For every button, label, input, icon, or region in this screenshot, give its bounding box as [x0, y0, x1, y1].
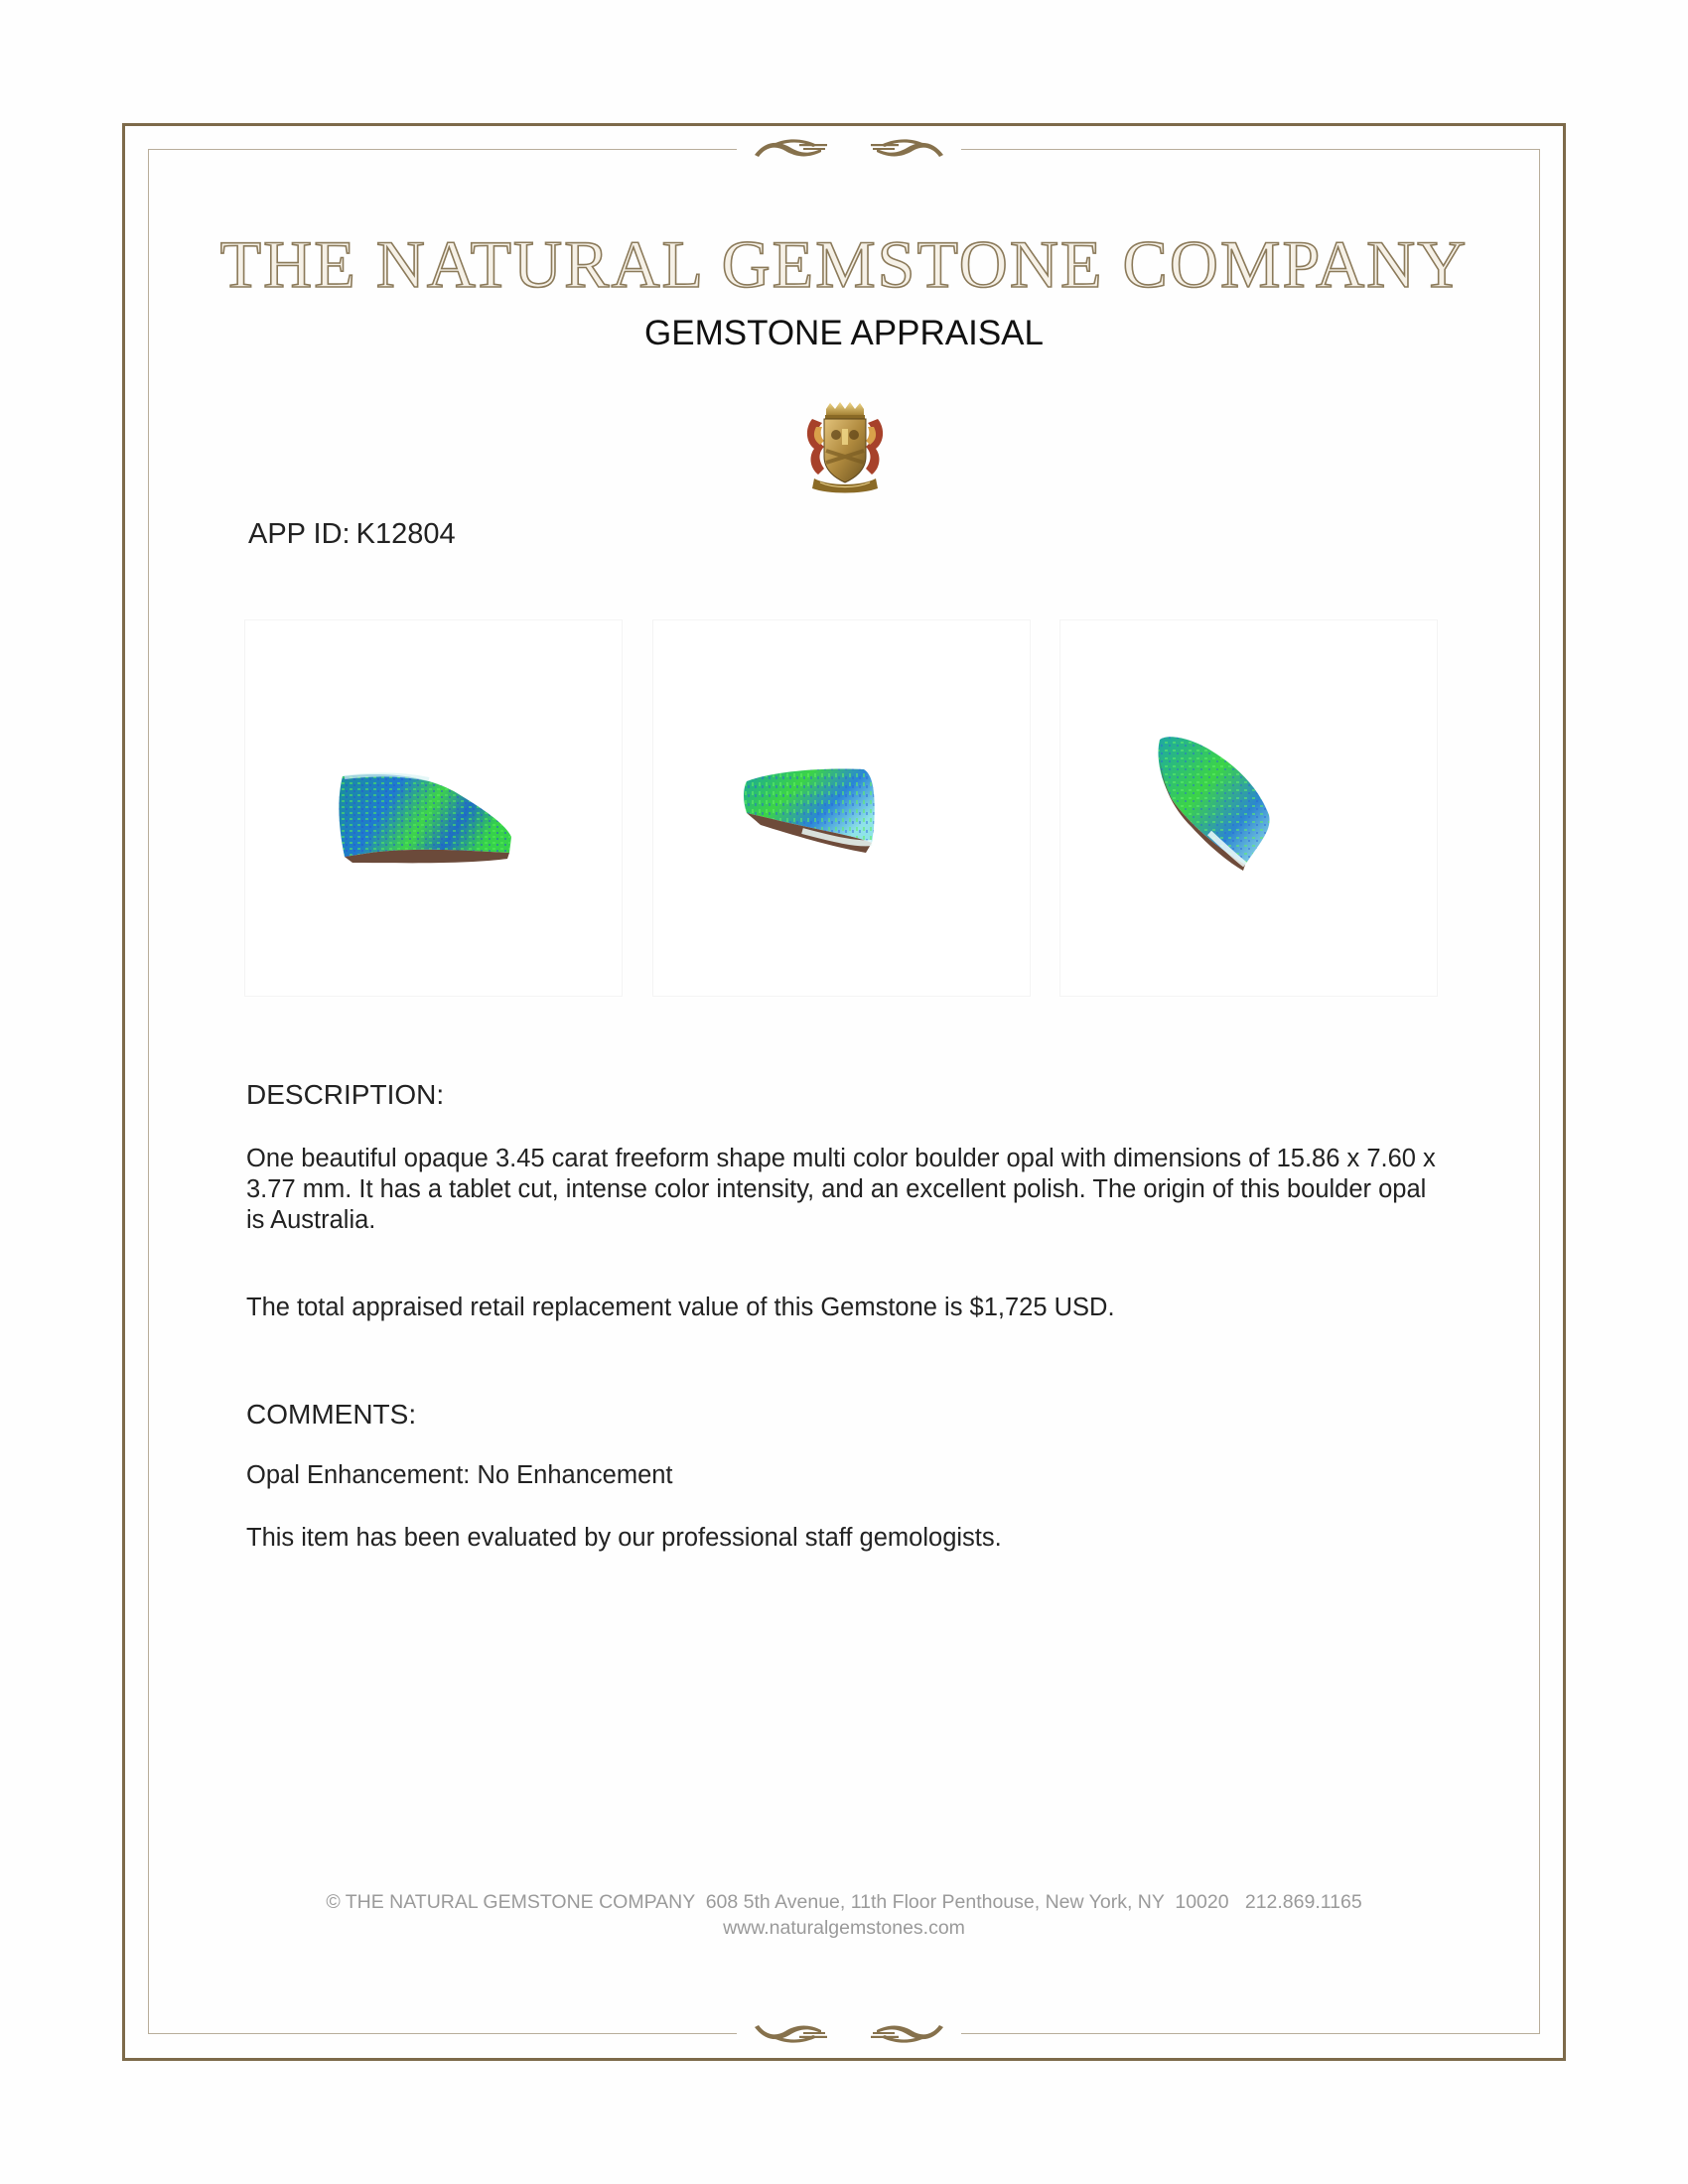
footer [0, 1889, 1688, 1941]
comment-enhancement: Opal Enhancement: No Enhancement [246, 1461, 673, 1489]
appraised-value-text: The total appraised retail replacement value of this Gemstone is $1,725 USD. [246, 1294, 1115, 1321]
gemstone-photo-2 [653, 620, 1030, 996]
footer-address: © THE NATURAL GEMSTONE COMPANY 608 5th Avenue, 11th Floor Penthouse, New York, NY 10020 212.869.1165 [326, 1891, 1362, 1913]
app-id-value: K12804 [355, 518, 456, 550]
footer-website-link[interactable]: www.naturalgemstones.com [723, 1917, 965, 1939]
document-title: GEMSTONE APPRAISAL [644, 314, 1044, 352]
opal-photo-icon [245, 620, 622, 996]
heraldic-crest-icon [802, 399, 888, 496]
description-text: One beautiful opaque 3.45 carat freeform shape multi color boulder opal with dimensions of 15.86 x 7.60 x 3.77 mm. It has a tablet cut, intense color intensity, and an excellent polish. The origin of this boulder opal is Australia. [246, 1145, 1436, 1234]
scroll-ornament-icon [750, 2019, 948, 2049]
comments-heading: COMMENTS: [246, 1399, 417, 1430]
gemstone-photo-3 [1060, 620, 1437, 996]
opal-photo-icon [1060, 620, 1437, 996]
app-id-label: APP ID: [248, 518, 351, 550]
comment-evaluation: This item has been evaluated by our professional staff gemologists. [246, 1524, 1002, 1552]
gemstone-photo-1 [245, 620, 622, 996]
description-heading: DESCRIPTION: [246, 1079, 445, 1110]
app-id [248, 520, 456, 549]
scroll-ornament-icon [750, 133, 948, 163]
company-name: THE NATURAL GEMSTONE COMPANY [219, 226, 1469, 302]
opal-photo-icon [653, 620, 1030, 996]
